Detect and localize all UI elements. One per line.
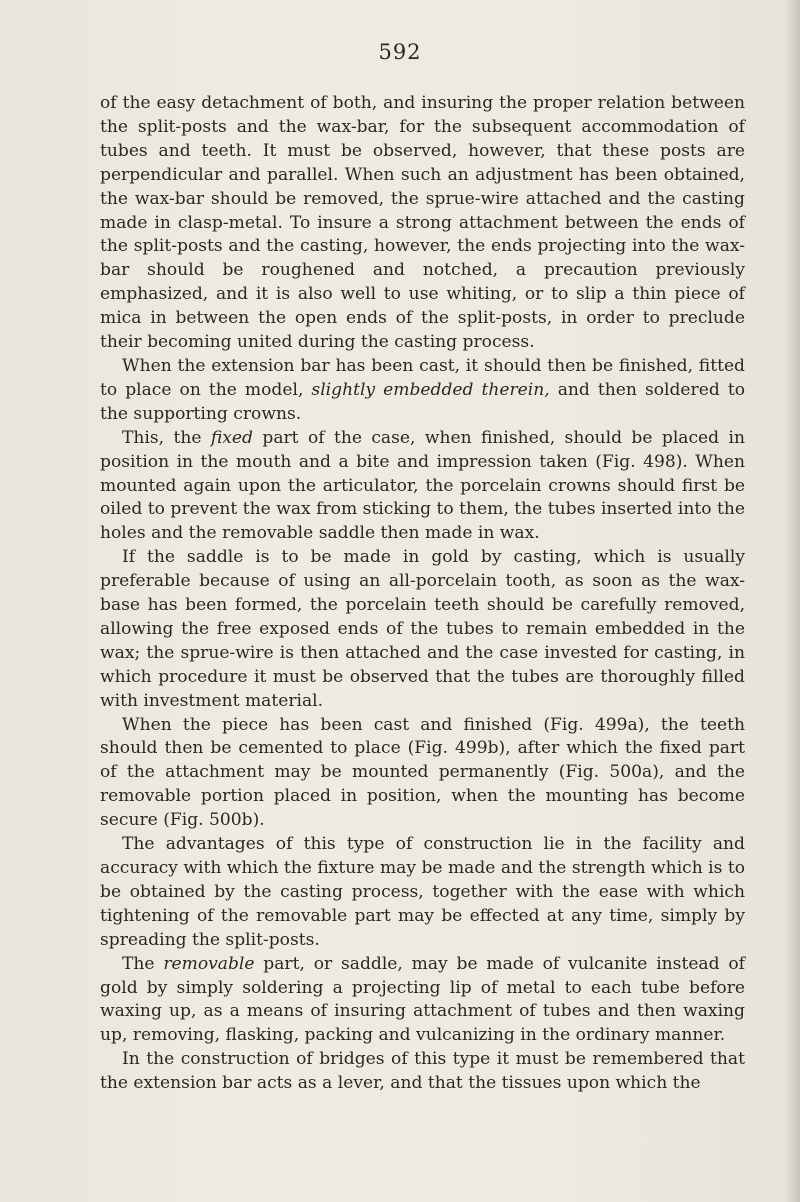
text-run: of the easy detachment of both, and insuring the proper relation between the split-posts and the wax-bar, for the subsequent accommodation of tubes and teeth. It must be observed, however, that these posts are perpendicular and parallel. When such an adjustment has been obtained, the wax-bar should be removed, the sprue-wire attached and the casting made in clasp-metal. To insure a strong attachment between the ends of the split-posts and the casting, however, the ends projecting into the wax-bar should be roughened and notched, a precaution previously emphasized, and it is also well to use whiting, or to slip a thin piece of mica in between the open ends of the split-posts, in order to preclude their becoming united during the casting process. [100, 93, 745, 353]
text-run: When the extension bar has been cast, it should then be finished, fitted to place on the model, [100, 355, 745, 400]
page-edge-shadow [786, 0, 800, 1202]
paragraph-p4 [100, 546, 745, 713]
italic-text: removable [163, 953, 255, 974]
text-run: When the piece has been cast and finished (Fig. 499a), the teeth should then be cemented to place (Fig. 499b), after which the fixed part of the attachment may be mounted permanently (Fig. 500a), and the removable portion placed in position, when the mounting has become secure (Fig. 500b). [100, 714, 745, 831]
text-run: If the saddle is to be made in gold by casting, which is usually preferable because of using an all-porcelain tooth, as soon as the wax-base has been formed, the porcelain teeth should be carefully removed, allowing the free exposed ends of the tubes to remain embedded in the wax; the sprue-wire is then attached and the case invested for casting, in which procedure it must be observed that the tubes are thoroughly filled with investment material. [100, 547, 745, 711]
text-run: and then soldered to the supporting crowns. [100, 379, 745, 424]
paragraph-p3 [100, 427, 745, 547]
text-run: The advantages of this type of construction lie in the facility and accuracy with which the fixture may be made and the strength which is to be obtained by the casting process, together with the ease with which tightening of the removable part may be effected at any time, simply by spreading the split-posts. [100, 834, 746, 950]
text-run: part of the case, when finished, should be placed in position in the mouth and a bite and impression taken (Fig. 498). When mounted again upon the articulator, the porcelain crowns should first be oiled to prevent the wax from sticking to them, the tubes inserted into the holes and the removable saddle then made in wax. [100, 427, 745, 544]
page-number: 592 [378, 40, 422, 64]
text-run: In the construction of bridges of this type it must be remembered that the extension bar acts as a lever, and that the tissues upon which the [100, 1049, 745, 1094]
paragraph-p2 [100, 355, 745, 427]
text-run: part, or saddle, may be made of vulcanite instead of gold by simply soldering a projecting lip of metal to each tube before waxing up, as a means of insuring attachment of tubes and then waxing up, removing, flasking, packing and vulcanizing in the ordinary manner. [100, 953, 745, 1046]
italic-text: slightly embedded therein, [311, 379, 550, 400]
paragraph-p1 [100, 92, 745, 355]
text-run: The [122, 953, 164, 974]
paragraph-p7 [100, 953, 745, 1049]
text-run: This, the [122, 427, 211, 448]
paragraph-p8 [100, 1048, 745, 1096]
italic-text: fixed [210, 427, 253, 448]
paragraph-p6 [100, 833, 745, 953]
body-text [100, 92, 745, 1096]
paragraph-p5 [100, 714, 745, 834]
